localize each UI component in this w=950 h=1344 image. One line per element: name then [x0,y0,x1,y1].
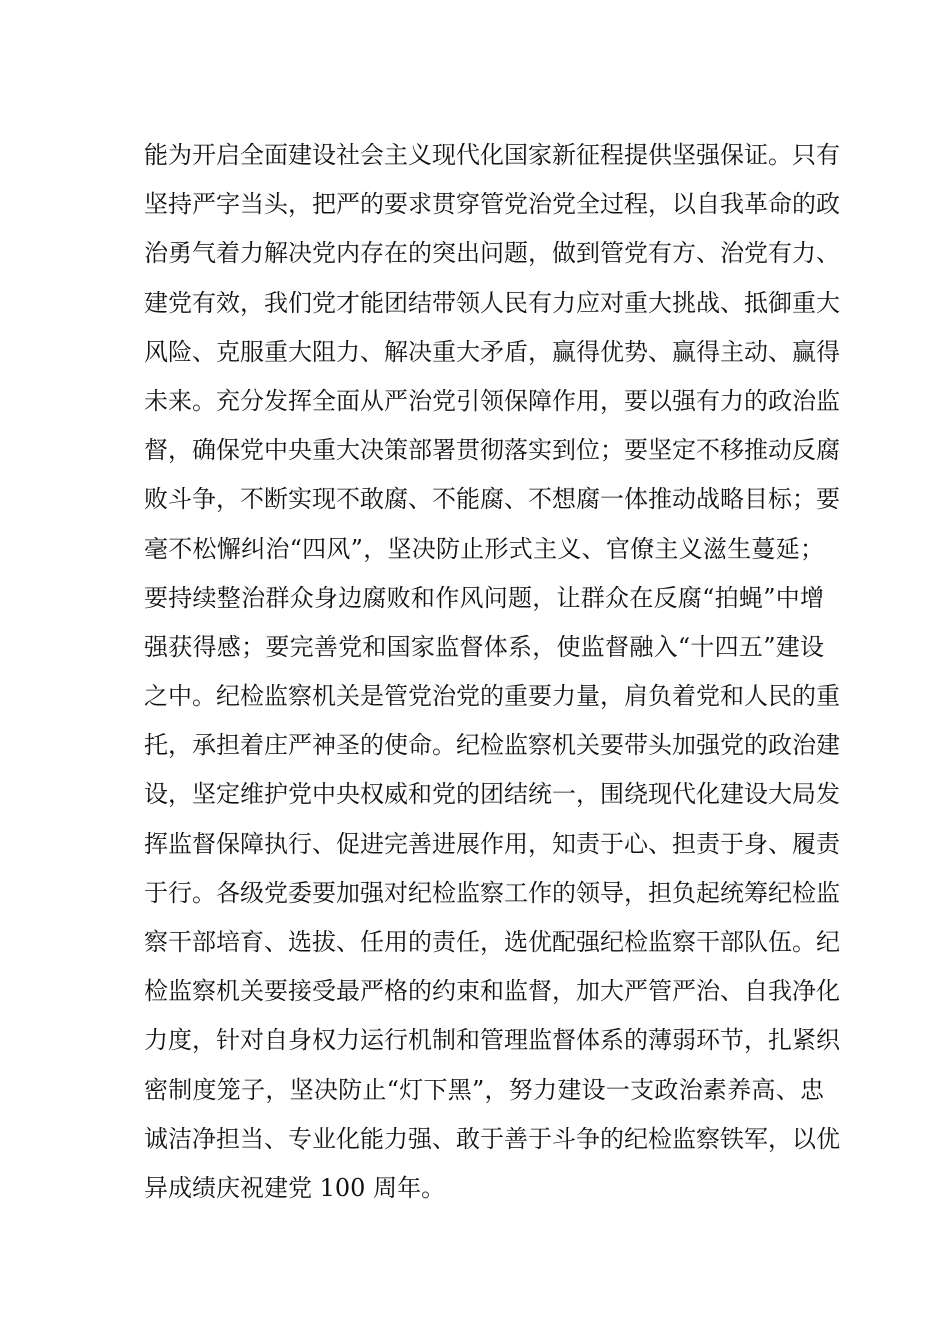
text-line: 力度，针对自身权力运行机制和管理监督体系的薄弱环节，扎紧织 [144,1026,840,1055]
text-line: 毫不松懈纠治“四风”，坚决防止形式主义、官僚主义滋生蔓延； [144,534,824,563]
text-line: 治勇气着力解决党内存在的突出问题，做到管党有方、治党有力、 [144,239,840,268]
text-line: 密制度笼子，坚决防止“灯下黑”，努力建设一支政治素养高、忠 [144,1075,824,1104]
text-line: 督，确保党中央重大决策部署贯彻落实到位；要坚定不移推动反腐 [144,436,840,465]
text-line: 检监察机关要接受最严格的约束和监督，加大严管严治、自我净化 [144,977,840,1006]
body-paragraph [144,131,840,1213]
text-line: 坚持严字当头，把严的要求贯穿管党治党全过程，以自我革命的政 [144,190,840,219]
text-line: 要持续整治群众身边腐败和作风问题，让群众在反腐“拍蝇”中增 [144,583,824,612]
text-line: 败斗争，不断实现不敢腐、不能腐、不想腐一体推动战略目标；要 [144,485,840,514]
text-line: 风险、克服重大阻力、解决重大矛盾，赢得优势、赢得主动、赢得 [144,337,840,366]
text-line: 之中。纪检监察机关是管党治党的重要力量，肩负着党和人民的重 [144,682,840,711]
text-line: 能为开启全面建设社会主义现代化国家新征程提供坚强保证。只有 [144,141,840,169]
text-line: 未来。充分发挥全面从严治党引领保障作用，要以强有力的政治监 [144,386,840,415]
text-line: 托，承担着庄严神圣的使命。纪检监察机关要带头加强党的政治建 [144,731,840,760]
text-line: 察干部培育、选拔、任用的责任，选优配强纪检监察干部队伍。纪 [144,928,840,956]
text-line: 于行。各级党委要加强对纪检监察工作的领导，担负起统筹纪检监 [144,878,840,907]
text-line: 挥监督保障执行、促进完善进展作用，知责于心、担责于身、履责 [144,829,840,858]
text-line: 建党有效，我们党才能团结带领人民有力应对重大挑战、抵御重大 [144,288,840,317]
text-line: 设，坚定维护党中央权威和党的团结统一，围绕现代化建设大局发 [144,780,840,809]
text-line: 诚洁净担当、专业化能力强、敢于善于斗争的纪检监察铁军，以优 [144,1124,840,1153]
text-line: 强获得感；要完善党和国家监督体系，使监督融入“十四五”建设 [144,632,824,661]
text-line-last: 异成绩庆祝建党 100 周年。 [144,1173,446,1202]
